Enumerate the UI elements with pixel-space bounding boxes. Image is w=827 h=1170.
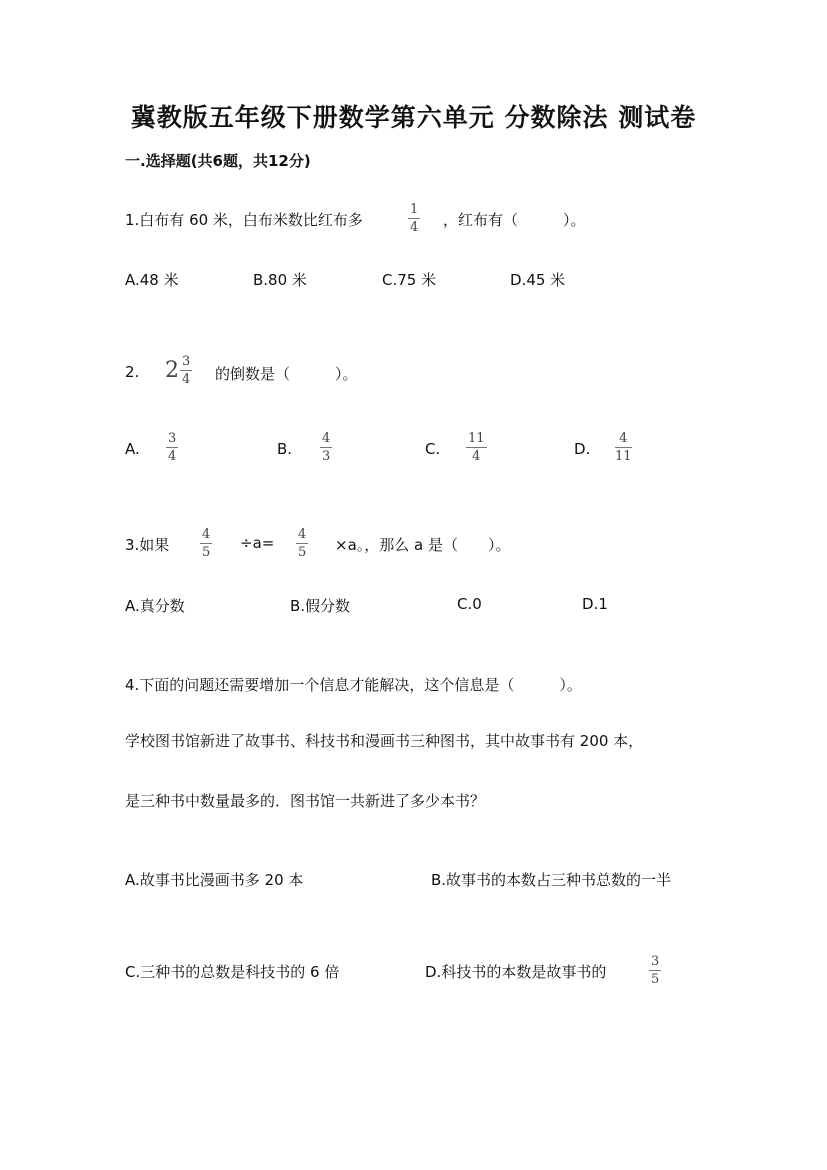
- mixed-whole: 2: [165, 358, 179, 383]
- mixed-fraction: [180, 355, 192, 386]
- fraction-denominator: 5: [651, 972, 660, 987]
- fraction-numerator: 3: [168, 431, 177, 446]
- fraction-denominator: 5: [202, 545, 211, 560]
- fraction-denominator: 3: [322, 449, 331, 464]
- question-2-option-a-fraction: [166, 432, 178, 463]
- fraction-numerator: 4: [322, 431, 331, 446]
- fraction-numerator: 1: [410, 202, 419, 217]
- question-2-option-c-fraction: [466, 432, 487, 463]
- question-2-option-d-fraction: [615, 432, 632, 463]
- question-1-text-a: 1.白布有 60 米，白布米数比红布多: [125, 211, 363, 229]
- question-4-context-line-1: 学校图书馆新进了故事书、科技书和漫画书三种图书，其中故事书有 200 本，: [125, 732, 644, 750]
- question-3-option-c[interactable]: C.0: [457, 595, 482, 613]
- fraction-denominator: 4: [410, 220, 419, 235]
- question-4-context-line-2: 是三种书中数量最多的．图书馆一共新进了多少本书？: [125, 792, 486, 810]
- question-1-option-d[interactable]: D.45 米: [510, 271, 566, 289]
- fraction-denominator: 4: [182, 372, 191, 387]
- question-3-option-b[interactable]: B.假分数: [290, 597, 351, 615]
- question-3-option-a[interactable]: A.真分数: [125, 597, 185, 615]
- question-3-option-d[interactable]: D.1: [582, 595, 608, 613]
- question-2-option-b-label[interactable]: B.: [277, 440, 293, 458]
- question-2-number: 2.: [125, 363, 140, 381]
- fraction-numerator: 3: [651, 954, 660, 969]
- question-2-option-b-fraction: [320, 432, 332, 463]
- question-3-text-a: 3.如果: [125, 536, 170, 554]
- fraction-denominator: 11: [615, 449, 632, 464]
- fraction-denominator: 5: [298, 545, 307, 560]
- fraction-numerator: 4: [298, 527, 307, 542]
- question-2-option-d-label[interactable]: D.: [574, 440, 591, 458]
- page-title: 冀教版五年级下册数学第六单元 分数除法 测试卷: [130, 103, 697, 132]
- fraction-denominator: 4: [472, 449, 481, 464]
- question-3-text-c: ×a。，那么 a 是（ ）。: [335, 536, 511, 554]
- question-1-option-b[interactable]: B.80 米: [253, 271, 307, 289]
- question-4-option-a[interactable]: A.故事书比漫画书多 20 本: [125, 871, 304, 889]
- question-3-text-b: ÷a=: [240, 534, 275, 552]
- question-2-mixed-number: [165, 355, 192, 386]
- question-1-text-b: ，红布有（ ）。: [443, 211, 586, 229]
- question-4-option-c[interactable]: C.三种书的总数是科技书的 6 倍: [125, 963, 340, 981]
- question-4-stem: 4.下面的问题还需要增加一个信息才能解决，这个信息是（ ）。: [125, 676, 582, 694]
- question-1-fraction: [408, 203, 420, 234]
- fraction-denominator: 4: [168, 449, 177, 464]
- question-1-option-c[interactable]: C.75 米: [382, 271, 437, 289]
- question-3-fraction-1: [200, 528, 212, 559]
- fraction-numerator: 3: [182, 354, 191, 369]
- question-2-text: 的倒数是（ ）。: [215, 365, 358, 383]
- question-4-option-d[interactable]: D.科技书的本数是故事书的: [425, 963, 607, 981]
- question-2-option-c-label[interactable]: C.: [425, 440, 441, 458]
- question-1-option-a[interactable]: A.48 米: [125, 271, 179, 289]
- fraction-numerator: 4: [202, 527, 211, 542]
- question-4-option-d-fraction: [649, 955, 661, 986]
- section-heading: 一.选择题(共6题，共12分): [125, 152, 311, 170]
- question-3-fraction-2: [296, 528, 308, 559]
- fraction-numerator: 11: [468, 431, 485, 446]
- question-4-option-b[interactable]: B.故事书的本数占三种书总数的一半: [431, 871, 672, 889]
- question-2-option-a-label[interactable]: A.: [125, 440, 140, 458]
- fraction-numerator: 4: [619, 431, 628, 446]
